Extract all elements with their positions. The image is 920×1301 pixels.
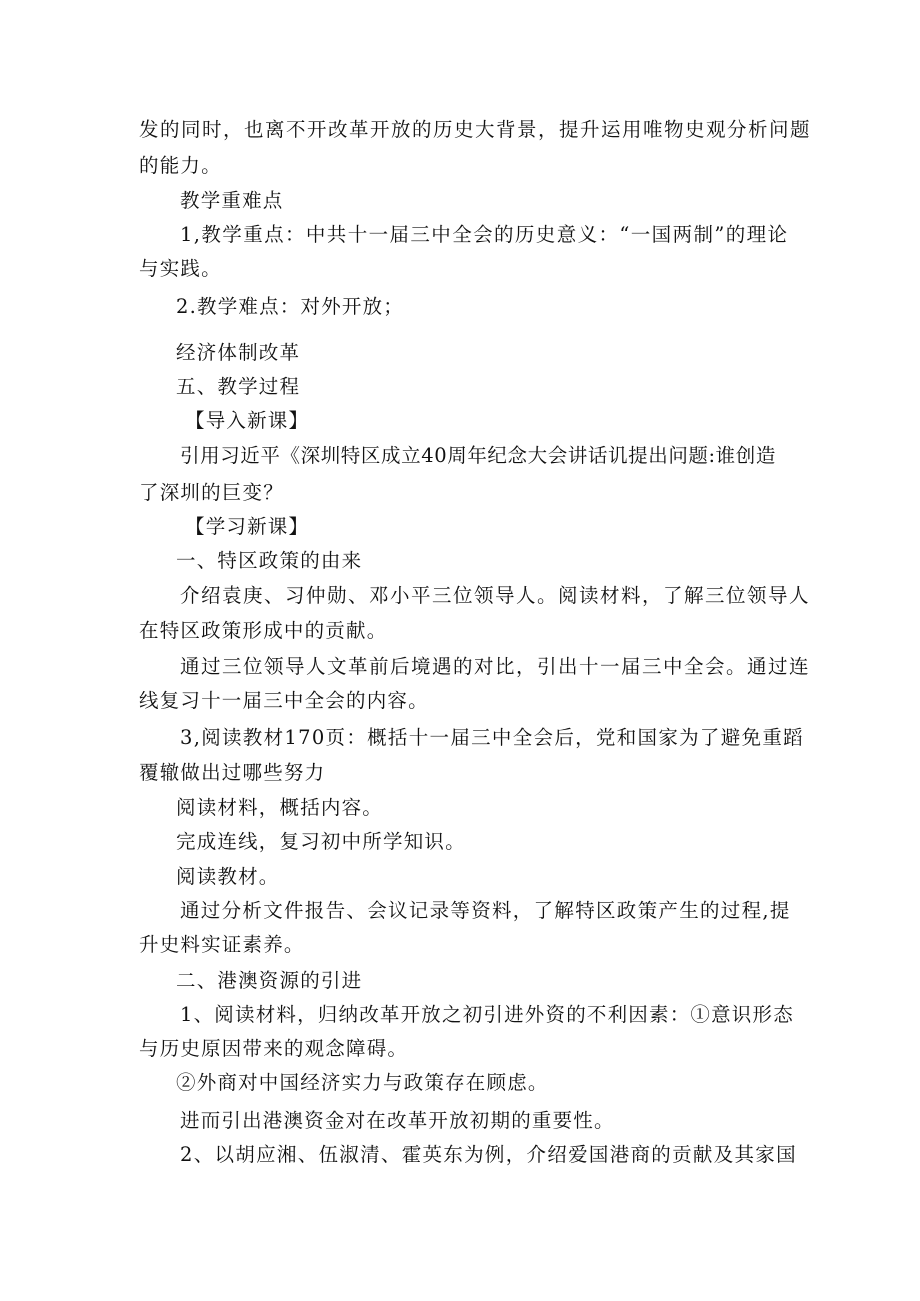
body-text-line: 进而引出港澳资金对在改革开放初期的重要性。	[180, 1109, 615, 1132]
body-text-line: 经济体制改革	[176, 341, 301, 364]
body-text-line: 通过分析文件报告、会议记录等资料，了解特区政策产生的过程,提	[180, 899, 791, 922]
section-heading: 教学重难点	[180, 189, 284, 212]
body-text-line: 1、阅读材料，归纳改革开放之初引进外资的不利因素：①意识形态	[180, 1003, 794, 1026]
body-text-line: 2.教学难点：对外开放；	[176, 295, 405, 318]
body-text-line: 阅读材料，概括内容。	[176, 796, 384, 819]
body-text-line: 通过三位领导人文革前后境遇的对比，引出十一届三中全会。通过连	[180, 655, 811, 678]
body-text-line: 线复习十一届三中全会的内容。	[139, 689, 429, 712]
body-text-line: 了深圳的巨变？	[139, 481, 284, 504]
body-text-line: 引用习近平《深圳特区成立40周年纪念大会讲话讥提出问题:谁创造	[180, 444, 776, 467]
body-text-line: 升史料实证素养。	[139, 933, 305, 956]
body-text-line: 发的同时，也离不开改革开放的历史大背景，提升运用唯物史观分析问题	[139, 118, 812, 141]
body-text-line: 在特区政策形成中的贡献。	[139, 619, 388, 642]
section-heading: 五、教学过程	[176, 375, 301, 398]
section-heading: 一、特区政策的由来	[176, 549, 363, 572]
body-text-line: 阅读教材。	[176, 865, 280, 888]
body-text-line: 完成连线，复习初中所学知识。	[176, 830, 466, 853]
body-text-line: 介绍袁庚、习仲勋、邓小平三位领导人。阅读材料，了解三位领导人	[180, 584, 811, 607]
body-text-line: 与实践。	[139, 257, 222, 280]
body-text-line: 的能力。	[139, 154, 222, 177]
body-text-line: 2、以胡应湘、伍淑清、霍英东为例，介绍爱国港商的贡献及其家国	[180, 1143, 797, 1166]
section-heading: 【学习新课】	[185, 515, 310, 538]
body-text-line: 与历史原因带来的观念障碍。	[139, 1037, 409, 1060]
body-text-line: 覆辙做出过哪些努力	[139, 761, 326, 784]
body-text-line: ②外商对中国经济实力与政策存在顾虑。	[176, 1071, 549, 1094]
body-text-line: 3,阅读教材170页：概括十一届三中全会后，党和国家为了避免重蹈	[180, 726, 804, 749]
body-text-line: 1,教学重点：中共十一届三中全会的历史意义：“一国两制”的理论	[180, 223, 789, 246]
section-heading: 【导入新课】	[185, 409, 310, 432]
section-heading: 二、港澳资源的引进	[176, 969, 363, 992]
